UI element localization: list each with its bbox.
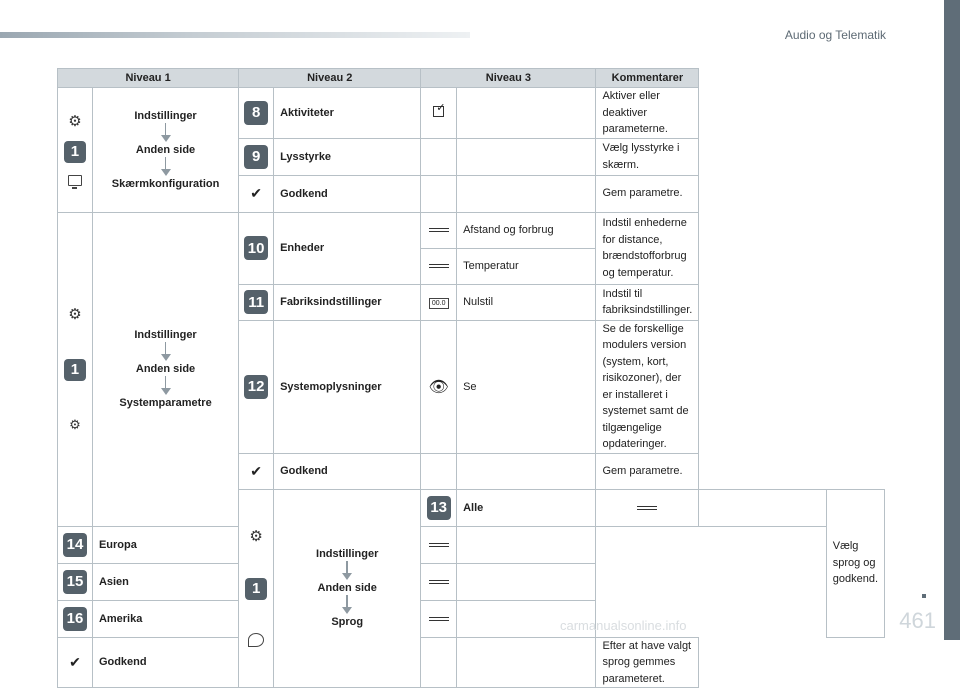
dash-icon	[429, 264, 449, 268]
step-badge: 11	[244, 290, 268, 314]
step-badge: 12	[244, 375, 268, 399]
step-badge: 14	[63, 533, 87, 557]
gear-icon: ⚙	[68, 112, 82, 130]
setting-name: Amerika	[92, 600, 238, 637]
arrow-down-icon	[160, 123, 172, 143]
sub-option: Nulstil	[457, 284, 596, 320]
header-bar	[0, 32, 470, 38]
step-badge: 9	[244, 145, 268, 169]
settings-table	[57, 68, 885, 688]
language-icon	[248, 633, 264, 647]
group-icons	[58, 212, 93, 526]
comment: Vælg sprog og godkend.	[826, 489, 884, 637]
menu-path: Indstillinger Anden side Systemparametre	[92, 212, 238, 526]
step-badge: 1	[245, 578, 267, 600]
dash-icon	[637, 506, 657, 510]
comment: Efter at have valgt sprog gemmes parameteret.	[596, 637, 699, 688]
side-strip	[944, 0, 960, 640]
step-badge: 13	[427, 496, 451, 520]
dash-icon	[429, 228, 449, 232]
table-row	[58, 637, 885, 688]
comment: Indstil enhederne for distance, brændstofforbrug og temperatur.	[596, 212, 699, 284]
setting-name: Systemoplysninger	[274, 320, 421, 453]
setting-name: Fabriksindstillinger	[274, 284, 421, 320]
table-row	[58, 563, 885, 600]
arrow-down-icon	[160, 376, 172, 396]
menu-path: Indstillinger Anden side Skærmkonfiguration	[92, 88, 238, 213]
setting-name: Lysstyrke	[274, 138, 421, 175]
setting-name: Alle	[457, 489, 596, 526]
setting-name: Enheder	[274, 212, 421, 284]
step-badge: 10	[244, 236, 268, 260]
menu-path: Indstillinger Anden side Sprog	[274, 489, 421, 688]
comment: Vælg lysstyrke i skærm.	[596, 138, 699, 175]
table-row	[58, 212, 885, 248]
setting-name: Godkend	[274, 175, 421, 212]
checkmark-icon: ✔	[250, 185, 262, 201]
comment: Indstil til fabriksindstillinger.	[596, 284, 699, 320]
dash-icon	[429, 617, 449, 621]
toggle-icon	[433, 106, 444, 117]
table-row	[58, 600, 885, 637]
group-icons	[58, 88, 93, 213]
reset-icon: 00.0	[429, 298, 449, 309]
col-header-niveau-2: Niveau 2	[239, 69, 421, 88]
checkmark-icon: ✔	[250, 462, 262, 479]
arrow-down-icon	[341, 561, 353, 581]
page-marker	[922, 594, 926, 598]
arrow-down-icon	[160, 157, 172, 177]
table-row	[58, 526, 885, 563]
step-badge: 8	[244, 101, 268, 125]
sub-option: Se	[457, 320, 596, 453]
setting-name: Europa	[92, 526, 238, 563]
dash-icon	[429, 543, 449, 547]
table-header-row	[58, 69, 885, 88]
system-settings-icon: ⚙	[69, 417, 81, 433]
col-header-niveau-1: Niveau 1	[58, 69, 239, 88]
col-header-niveau-3: Niveau 3	[421, 69, 596, 88]
step-badge: 15	[63, 570, 87, 594]
arrow-down-icon	[160, 342, 172, 362]
gear-icon: ⚙	[249, 528, 263, 546]
gear-icon: ⚙	[68, 305, 82, 323]
arrow-down-icon	[341, 595, 353, 615]
page-number: 461	[899, 608, 936, 633]
comment: Gem parametre.	[596, 175, 699, 212]
page-header-title: Audio og Telematik	[784, 28, 886, 42]
step-badge: 1	[64, 141, 86, 163]
eye-icon: 👁	[428, 378, 449, 396]
sub-option: Temperatur	[457, 248, 596, 284]
step-badge: 1	[64, 359, 86, 381]
table-row	[58, 88, 885, 139]
sub-option: Afstand og forbrug	[457, 212, 596, 248]
setting-name: Aktiviteter	[274, 88, 421, 139]
dash-icon	[429, 580, 449, 584]
setting-name: Asien	[92, 563, 238, 600]
group-icons	[239, 489, 274, 688]
setting-name: Godkend	[274, 453, 421, 489]
comment: Gem parametre.	[596, 453, 699, 489]
comment: Aktiver eller deaktiver parameterne.	[596, 88, 699, 139]
col-header-kommentarer: Kommentarer	[596, 69, 699, 88]
screen-icon	[68, 175, 82, 186]
step-badge: 16	[63, 607, 87, 631]
comment: Se de forskellige modulers version (system, kort, risikozoner), der er installeret i systemet samt de tilgængelige opdateringer.	[596, 320, 699, 453]
setting-name: Godkend	[92, 637, 238, 688]
watermark: carmanualsonline.info	[560, 618, 687, 633]
checkmark-icon: ✔	[69, 653, 81, 670]
